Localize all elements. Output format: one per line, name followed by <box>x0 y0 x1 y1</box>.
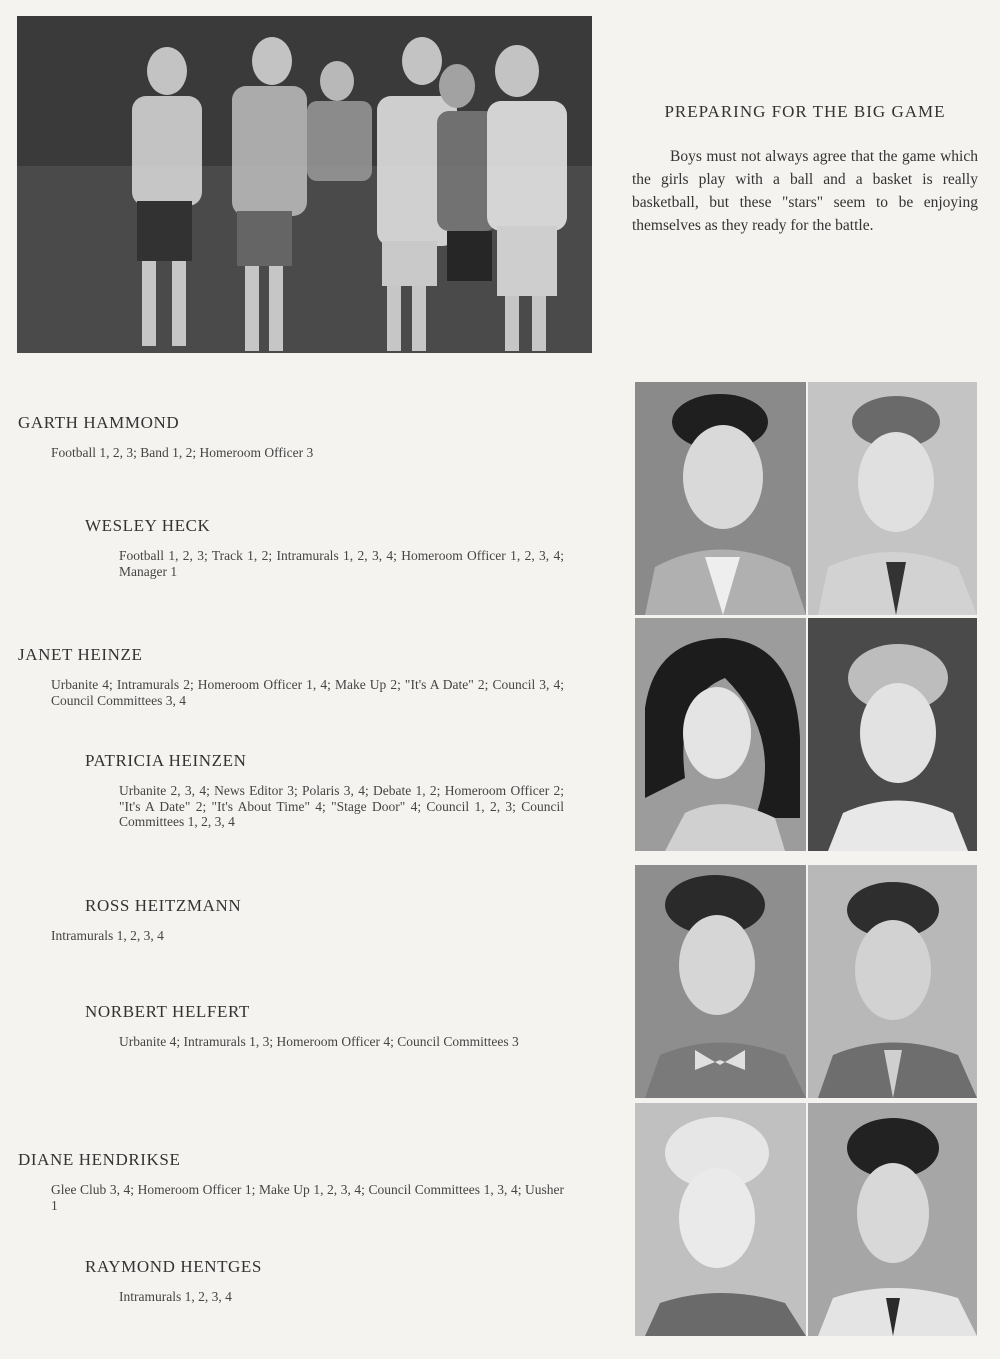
portrait-photo <box>808 382 977 615</box>
portrait-photo <box>635 865 806 1098</box>
portrait-photo <box>808 865 977 1098</box>
student-activities: Glee Club 3, 4; Homeroom Officer 1; Make Up 1, 2, 3, 4; Council Committees 1, 3, 4; Uusher 1 <box>51 1182 564 1213</box>
student-activities: Intramurals 1, 2, 3, 4 <box>51 928 164 943</box>
student-name: JANET HEINZE <box>18 645 143 664</box>
student-activities: Urbanite 2, 3, 4; News Editor 3; Polaris 3, 4; Debate 1, 2; Homeroom Officer 2; "It's A Date" 2; "It's About Time" 4; "Stage Door" 4; Council 1, 2, 3; Council Committees 1, 2, 3, 4 <box>119 783 564 829</box>
student-activities: Intramurals 1, 2, 3, 4 <box>119 1289 232 1304</box>
portrait-photo <box>635 1103 806 1336</box>
portrait-photo <box>808 618 977 851</box>
student-name: NORBERT HELFERT <box>85 1002 250 1021</box>
portrait-photo <box>808 1103 977 1336</box>
group-photo <box>17 16 592 353</box>
student-name: PATRICIA HEINZEN <box>85 751 247 770</box>
portrait-photo <box>635 618 806 851</box>
student-activities: Urbanite 4; Intramurals 1, 3; Homeroom Officer 4; Council Committees 3 <box>119 1034 519 1049</box>
student-name: ROSS HEITZMANN <box>85 896 242 915</box>
student-name: RAYMOND HENTGES <box>85 1257 262 1276</box>
student-activities: Football 1, 2, 3; Band 1, 2; Homeroom Officer 3 <box>51 445 314 460</box>
portrait-photo <box>635 382 806 615</box>
student-activities: Urbanite 4; Intramurals 2; Homeroom Officer 1, 4; Make Up 2; "It's A Date" 2; Council 3, 4; Council Committees 3, 4 <box>51 677 564 708</box>
student-name: GARTH HAMMOND <box>18 413 180 432</box>
student-name: WESLEY HECK <box>85 516 211 535</box>
student-name: DIANE HENDRIKSE <box>18 1150 181 1169</box>
student-activities: Football 1, 2, 3; Track 1, 2; Intramurals 1, 2, 3, 4; Homeroom Officer 1, 2, 3, 4; Manager 1 <box>119 548 564 579</box>
caption-body: Boys must not always agree that the game which the girls play with a ball and a basket is really basketball, but these "stars" seem to be enjoying themselves as they ready for the battle. <box>632 148 978 234</box>
caption-title: PREPARING FOR THE BIG GAME <box>664 102 946 121</box>
